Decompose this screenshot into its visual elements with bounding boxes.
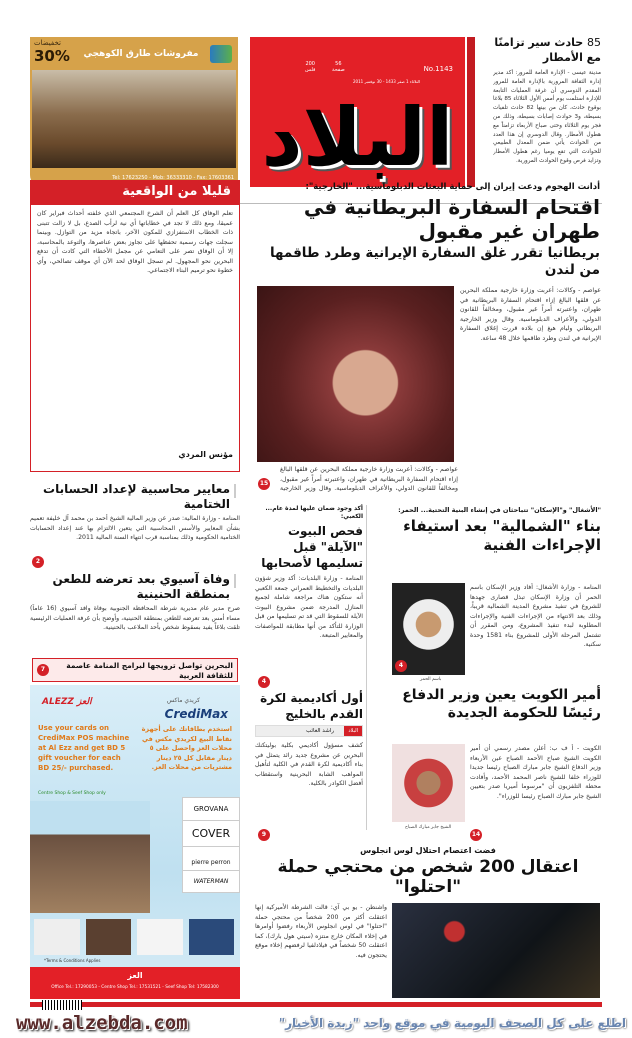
pages bbox=[332, 61, 345, 73]
lead-body: عواصم - وكالات: أعربت وزارة خارجية مملكة البحرين عن قلقها البالغ إزاء اقتحام السفارة البريطانية في طهران، واعتبرته أمراً غير مقبول، ومخالفاً للقانون الدولي، والأعراف الدبلوماسية. وقال وزير الخارجية البريطاني وليام هيغ إن بلاده قررت إغلاق السفارة الإيرانية في لندن وطرد طاقمها خلال 48 ساعة. bbox=[460, 287, 601, 342]
discount-label: تخفيضات bbox=[34, 39, 61, 47]
divider bbox=[366, 505, 367, 830]
ad-terms: *Terms & Conditions Applies bbox=[44, 958, 101, 963]
divider bbox=[234, 574, 236, 588]
byline-tag: البلاد bbox=[344, 726, 362, 736]
price-label: فلس bbox=[305, 67, 316, 73]
kuwait-body: الكويت - أ ف ب: أعلن مصدر رسمي أن أمير الكويت الشيخ صباح الأحمد الصباح عين الأربعاء وزير الدفاع الشيخ جابر مبارك الصباح رئيسا جديدا للوزراء خلفا للشيخ ناصر المحمد الأحمد، وأفادت محطة التلفزيون أن "مرسوما أميريا صدر بتعيين الشيخ جابر مبارك الصباح رئيسا للوزراء". bbox=[470, 745, 601, 800]
pages-value: 56 bbox=[335, 61, 342, 67]
lead-headline: اقتحام السفارة البريطانية في طهران غير مقبول bbox=[303, 195, 600, 243]
ad-en-text: Use your cards on CrediMax POS machine at Al Ezz and get BD 5 gift voucher for each BD 25/- purchased. bbox=[38, 724, 130, 772]
lead-subhead: بريطانيا تقرر غلق السفارة الإيرانية وطرد طاقمها من لندن bbox=[269, 245, 600, 278]
ad-footer-logo: العز bbox=[127, 971, 143, 980]
masthead-logo-block bbox=[250, 37, 475, 187]
issue-date: الثلاثاء 1 صفر 1433 - 30 نوفمبر 2011 bbox=[353, 79, 420, 84]
issue-number: No.1143 bbox=[423, 65, 453, 73]
north-kicker: "الأشغال" و"الإسكان" تتباحثان في إنشاء البنية التحتية... الحمر: bbox=[398, 506, 601, 514]
north-page-badge[interactable]: 4 bbox=[395, 660, 407, 672]
watch-thumbnails bbox=[34, 919, 234, 955]
death-body: صرح مدير عام مديرية شرطة المحافظة الجنوبية بوفاة وافد آسيوي (16 عاماً) مساء أمس بعد تعرضه للطعن بمنطقة الحنينية، وأوضح بأن غرفة العمليات الرئيسية تلقت بلاغاً يفيد بسقوط شخص بأحد الملاعب بالحنينية. bbox=[30, 605, 240, 631]
building-photo bbox=[30, 801, 150, 913]
ad-logo-icon bbox=[210, 45, 232, 63]
accounts-body: المنامة - وزارة المالية: صدر عن وزير المالية الشيخ أحمد بن محمد آل خليفة تعميم بشأن المعايير والأسس المحاسبية التي يتعين الالتزام بها عند إعداد الحسابات الختامية الحكومية وذلك بمناسبة قرب انتهاء السنة المالية 2011. bbox=[30, 515, 240, 541]
ad-brand: مفروشات طارق الكوهجي bbox=[83, 49, 199, 59]
north-headline: بناء "الشمالية" بعد استيفاء الإجراءات الفنية bbox=[403, 517, 601, 554]
furniture-ad[interactable] bbox=[30, 37, 238, 187]
discount-value: 30% bbox=[34, 47, 70, 65]
academy-story bbox=[255, 690, 363, 826]
banner-text[interactable]: اطلع على كل الصحف اليومية في موقع واحد "زبدة الأخبار" bbox=[278, 1016, 626, 1030]
houses-story bbox=[255, 505, 363, 673]
houses-headline: فحص البيوت "الآيلة" قبل تسليمها لأصحابها bbox=[261, 524, 363, 570]
brand-waterman: WATERMAN bbox=[193, 878, 229, 885]
houses-kicker: أكد وجود ضمان عليها لمدة عام... الكعبي: bbox=[265, 505, 363, 520]
la-kicker: فضت اعتصام احتلال لوس انجلوس bbox=[360, 846, 496, 855]
la-photo bbox=[392, 903, 600, 998]
kuwait-headline: أمير الكويت يعين وزير الدفاع رئيسًا للحكومة الجديدة bbox=[402, 687, 601, 721]
lead-body-cont: عواصم - وكالات: أعربت وزارة خارجية مملكة البحرين عن قلقها البالغ إزاء اقتحام السفارة البريطانية في طهران، واعتبرته أمراً غير مقبول، ومخالفاً للقانون الدولي، والأعراف الدبلوماسية. وقال وزير الخارجية bbox=[280, 466, 458, 492]
houses-page-badge[interactable]: 4 bbox=[258, 676, 270, 688]
academy-body: كشف مسؤول أكاديمي بكلية بوليتكنك البحرين عن مشروع جديد رائد يتمثل في بناء أكاديمية لكرة القدم في الكلية لتأهيل المواهب الشابة البحرينية واستقطاب أفضل الكوادر بالكلية. bbox=[255, 742, 363, 787]
culture-box[interactable] bbox=[32, 658, 238, 682]
top-story-body: مدينة عيسى - الإدارة العامة للمرور: أكد مدير إدارة الثقافة المرورية بالإدارة العامة للمرور المقدم الدوسري أن غرفة العمليات التابعة للإدارة استلمت يوم أمس الأول الثلاثاء 85 بلاغا بوقوع حادث، كان من بينها 82 حادث تلفيات بسيطة، و3 حوادث إصابات بسيطة، وذلك من فجر يوم الثلاثاء وحتى صباح الأربعاء تزامناً مع هطول الأمطار. وقال الدوسري إن هذا العدد من الحوادث يأتي ضمن المعدل الطبيعي للحوادث التي تقع يوميا رغم هطول الأمطار وتزايد فرص وقوع الحوادث المرورية. bbox=[493, 70, 601, 164]
death-headline: وفاة آسيوي بعد تعرضه للطعن بمنطقة الحنينية bbox=[52, 572, 230, 601]
price bbox=[305, 61, 315, 73]
lead-photo bbox=[257, 286, 454, 462]
la-body: واشنطن - يو بي آي: قالت الشرطة الأميركية إنها اعتقلت أكثر من 200 شخصاً من محتجي حملة "احتلوا" في لوس انجلوس الأربعاء رفضوا أوامرها في إخلاء المكان خارج منتزه (سيتي هول بارك)، كما اعتقلت 50 شخصاً في فيلادلفيا لرفضهم إخلاء موقع يحتجون فيه. bbox=[255, 904, 387, 959]
academy-headline: أول أكاديمية لكرة القدم بالخليج bbox=[260, 691, 363, 721]
top-story bbox=[493, 35, 601, 174]
credimax-ar: كريدي ماكس bbox=[166, 697, 200, 704]
top-story-number: 85 bbox=[587, 36, 601, 49]
north-body: المنامة - وزارة الأشغال: أفاد وزير الإسكان باسم الحمر أن وزارة الإسكان تبذل قصارى جهدها للشروع في تنفيذ مشروع المدينة الشمالية قريباً، وذلك بعد الانتهاء من الإجراءات الفنية والإجراءات المطلوبة لبدء تنفيذ المشروع، ومن المقرر أن تشتمل المرحلة الأولى للمشروع بناء 1581 وحدة سكنية. bbox=[470, 584, 601, 648]
culture-headline: البحرين تواصل ترويجها لبرامج المنامة عاصمة للثقافة العربية bbox=[66, 661, 233, 680]
watch-thumb bbox=[189, 919, 235, 955]
ad-contacts: Tel: 17623250 - Mob: 36333310 - Fax: 17603361 bbox=[112, 175, 234, 181]
divider bbox=[234, 484, 236, 498]
north-heading-group bbox=[375, 506, 601, 580]
north-caption: باسم الحمر bbox=[420, 677, 442, 682]
banner-url[interactable]: www.alzebda.com bbox=[16, 1012, 188, 1034]
alezz-logo-ar: العز bbox=[77, 697, 92, 707]
byline-author: راشد الغائب bbox=[306, 728, 334, 734]
la-headline: اعتقال 200 شخص من محتجي حملة "احتلوا" bbox=[277, 857, 579, 897]
credimax-logo: CrediMax bbox=[164, 707, 228, 721]
alezz-ad[interactable] bbox=[30, 685, 240, 999]
column-title: قليلا من الواقعية bbox=[31, 181, 239, 205]
la-heading-group bbox=[255, 846, 601, 900]
ad-footer bbox=[30, 967, 240, 999]
bedroom-photo bbox=[32, 70, 236, 168]
top-story-title: حادث سير تزامنًا مع الأمطار bbox=[494, 36, 601, 64]
watch-thumb bbox=[137, 919, 183, 955]
lead-page-badge[interactable]: 15 bbox=[258, 478, 270, 490]
ad-note: Centre Shop & Seef Shop only bbox=[38, 791, 106, 796]
price-value: 200 bbox=[305, 61, 315, 67]
watch-thumb bbox=[34, 919, 80, 955]
brand-list bbox=[182, 797, 240, 893]
alezz-logo bbox=[42, 697, 92, 707]
brand-cover: COVER bbox=[183, 821, 239, 847]
lead-heading-group bbox=[255, 182, 600, 284]
column-author: مؤنس المردي bbox=[178, 450, 233, 459]
watch-thumb bbox=[86, 919, 132, 955]
logo: البلاد bbox=[261, 91, 454, 184]
accounts-story bbox=[30, 482, 240, 554]
culture-page-badge: 7 bbox=[37, 664, 49, 676]
pages-label: صفحة bbox=[332, 67, 345, 73]
ad-footer-contacts: Office Tel.: 17290053 - Centre Shop Tel.: 17531521 - Seef Shop Tel: 17582300 bbox=[51, 985, 219, 990]
academy-page-badge[interactable]: 9 bbox=[258, 829, 270, 841]
kuwait-photo bbox=[392, 744, 465, 822]
lead-kicker: أدانت الهجوم ودعت إيران إلى حماية البعثات الدبلوماسية... "الخارجية": bbox=[305, 182, 600, 192]
accounts-headline: معايير محاسبية لإعداد الحسابات الختامية bbox=[43, 482, 230, 511]
brand-grovana: GROVANA bbox=[183, 798, 239, 821]
column-body: تعلم الوفاق كل العلم أن الشرخ المجتمعي الذي خلفته أحداث فبراير كان عميقا، ومع ذلك لا تجد في خطاباتها أي نية لرأب الصدع، بل لا زالت تتبنى ذات الخطاب الاستفزازي للمكون الآخر، باتجاه مزيد من التوازل. وبينما سجلت جهات رسمية تحفظها على تجاوز بعض عناصرها، والتوعد بالمحاسبة، إلا أن الوفاق تصر على التعامي عن مجمل الأخطاء التي كادت أن تدفع البحرين نحو المجهول. لم تسجل الوفاق لحد الآن أي موقف تصالحي، وأي خطوة نحو ترميم البناء الاجتماعي. bbox=[37, 210, 233, 274]
accounts-page-badge[interactable]: 2 bbox=[32, 556, 44, 568]
brand-pierre-perron: pierre perron bbox=[183, 847, 239, 871]
logo-side-strip bbox=[465, 37, 475, 187]
kuwait-caption: الشيخ جابر مبارك الصباح bbox=[405, 825, 452, 830]
kuwait-page-badge[interactable]: 14 bbox=[470, 829, 482, 841]
houses-body: المنامة - وزارة البلديات: أكد وزير شؤون البلديات والتخطيط العمراني جمعة الكعبي أنه ستكون هناك مراجعة شاملة لجميع المنازل المدرجة ضمن مشروع البيوت الآيلة للسقوط التي قد تم تسليمها من قبل الوزارة للتأكد من أنها مطابقة للمواصفات والمعايير المتبعة. bbox=[255, 575, 363, 639]
academy-byline bbox=[255, 725, 363, 737]
alezz-logo-en: ALEZZ bbox=[42, 697, 74, 707]
footer-strip bbox=[30, 1002, 602, 1007]
death-story bbox=[30, 572, 240, 654]
opinion-column bbox=[30, 180, 240, 472]
ad-ar-text: استخدم بطاقاتك على أجهزة نقاط البيع لكريدي مكس في محلات العز واحصل على ٥ دينار مقابل كل ٢٥ دينار مشتريات من محلات العز. bbox=[141, 725, 232, 771]
barcode bbox=[42, 1000, 82, 1010]
